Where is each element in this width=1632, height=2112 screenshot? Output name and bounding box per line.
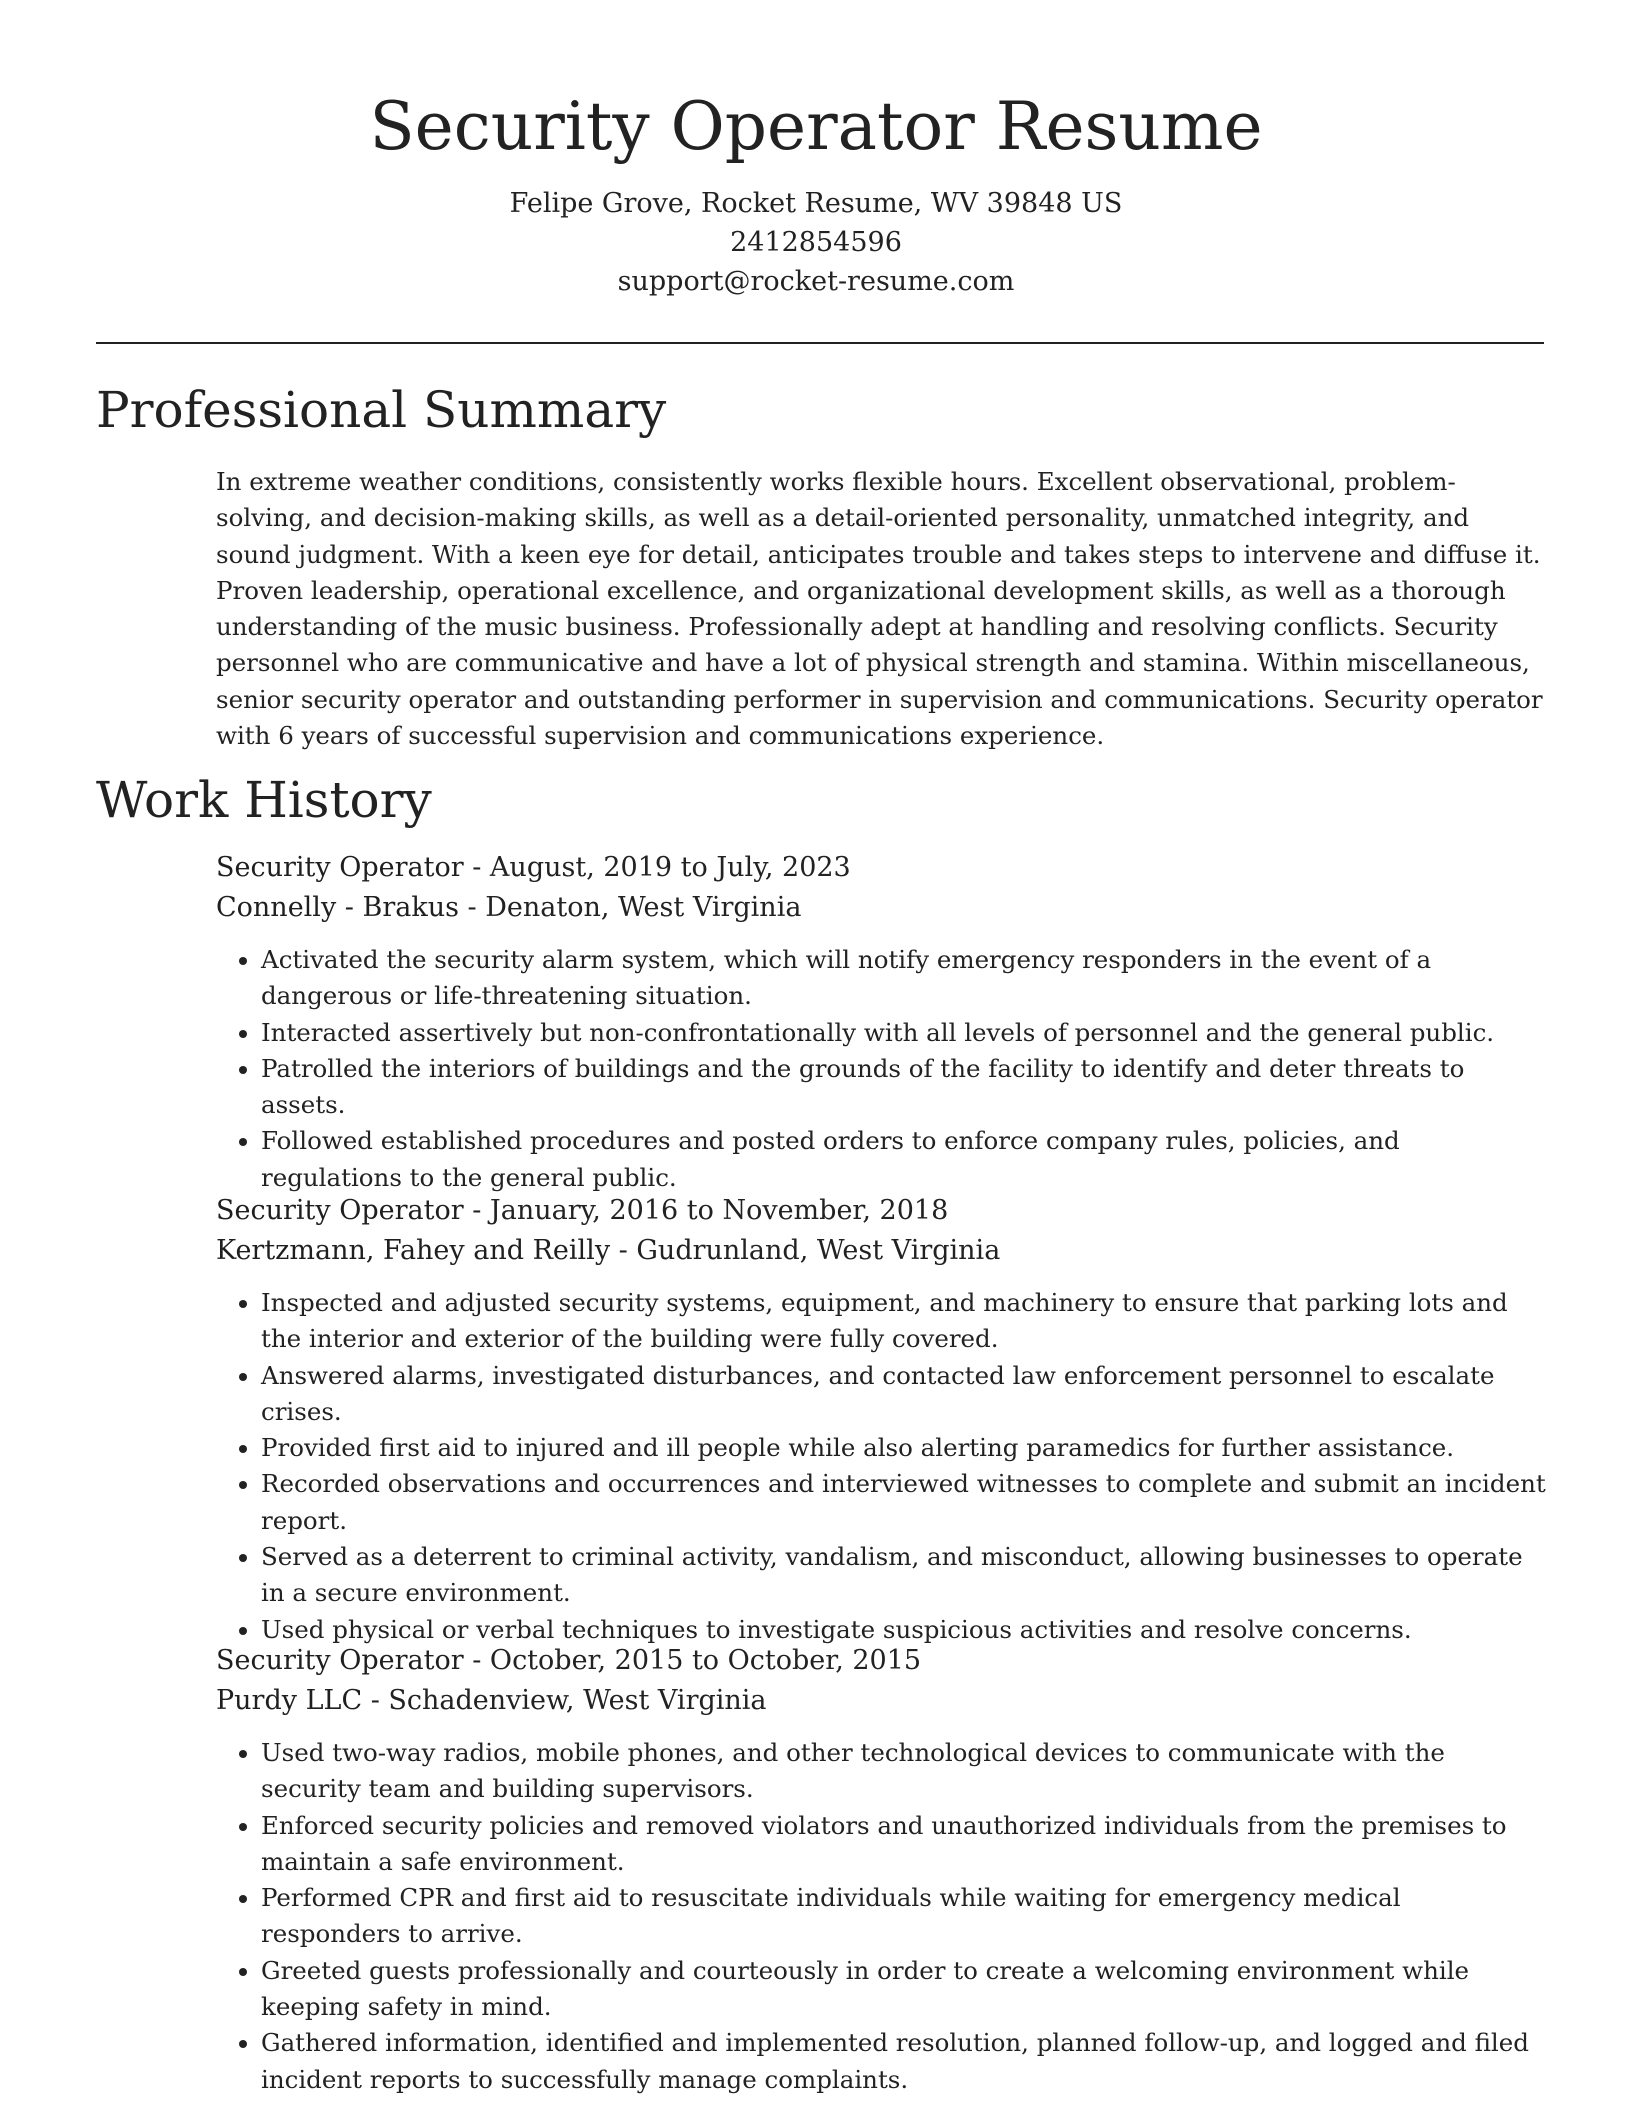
duty-item: • Interacted assertively but non-confrontationally with all levels of personnel and the general public. bbox=[261, 1015, 1546, 1051]
job-company: Kertzmann, Fahey and Reilly bbox=[216, 1235, 611, 1266]
duty-item: • Followed established procedures and posted orders to enforce company rules, policies, and regulations to the general public. bbox=[261, 1123, 1546, 1196]
duty-item: • Activated the security alarm system, which will notify emergency responders in the event of a dangerous or life-threatening situation. bbox=[261, 942, 1546, 1015]
duty-item: • Provided first aid to injured and ill people while also alerting paramedics for further assistance. bbox=[261, 1430, 1546, 1466]
summary-text: In extreme weather conditions, consistently works flexible hours. Excellent observational, problem-solving, and decision-making skills, as well as a detail-oriented personality, unmatched integrity, and sound judgment. With a keen eye for detail, anticipates trouble and takes steps to intervene and diffuse it. Proven leadership, operational excellence, and organizational development skills, as well as a thorough understanding of the music business. Professionally adept at handling and resolving conflicts. Security personnel who are communicative and have a lot of physical strength and stamina. Within miscellaneous, senior security operator and outstanding performer in supervision and communications. Security operator with 6 years of successful supervision and communications experience. bbox=[216, 467, 1543, 751]
duty-item: • Gathered information, identified and implemented resolution, planned follow-up, and logged and filed incident reports to successfully manage complaints. bbox=[261, 2025, 1546, 2098]
duty-item: • Enforced security policies and removed violators and unauthorized individuals from the premises to maintain a safe environment. bbox=[261, 1808, 1546, 1881]
contact-phone: 2412854596 bbox=[730, 227, 902, 258]
summary-heading: Professional Summary bbox=[96, 381, 667, 439]
contact-email: support@rocket-resume.com bbox=[617, 266, 1015, 297]
duty-item: • Recorded observations and occurrences and interviewed witnesses to complete and submit an incident report. bbox=[261, 1466, 1546, 1539]
job-entry bbox=[216, 1641, 1546, 2098]
header-divider bbox=[96, 342, 1544, 344]
duty-item: • Performed CPR and first aid to resuscitate individuals while waiting for emergency medical responders to arrive. bbox=[261, 1880, 1546, 1953]
duty-list bbox=[216, 1735, 1546, 2098]
page-title: Security Operator Resume bbox=[369, 88, 1263, 165]
job-location: - Schadenview, West Virginia bbox=[362, 1685, 767, 1716]
job-title: Security Operator bbox=[216, 1645, 464, 1676]
job-dates: - January, 2016 to November, 2018 bbox=[463, 1195, 949, 1226]
job-company: Connelly - Brakus bbox=[216, 892, 459, 923]
duty-list bbox=[216, 942, 1546, 1196]
job-title-line bbox=[216, 1641, 1546, 1681]
job-dates: - October, 2015 to October, 2015 bbox=[463, 1645, 922, 1676]
job-title-line bbox=[216, 848, 1546, 888]
job-title: Security Operator bbox=[216, 852, 464, 883]
job-title-line bbox=[216, 1191, 1546, 1231]
job-title: Security Operator bbox=[216, 1195, 464, 1226]
job-location: - Denaton, West Virginia bbox=[458, 892, 802, 923]
job-entry bbox=[216, 1191, 1546, 1648]
duty-item: • Used physical or verbal techniques to investigate suspicious activities and resolve concerns. bbox=[261, 1612, 1546, 1648]
job-company-line bbox=[216, 1231, 1546, 1271]
resume-header bbox=[0, 84, 1632, 301]
job-location: - Gudrunland, West Virginia bbox=[610, 1235, 1001, 1266]
duty-list bbox=[216, 1285, 1546, 1648]
contact-block bbox=[0, 184, 1632, 301]
duty-item: • Used two-way radios, mobile phones, and other technological devices to communicate with the security team and building supervisors. bbox=[261, 1735, 1546, 1808]
duty-item: • Served as a deterrent to criminal activity, vandalism, and misconduct, allowing businesses to operate in a secure environment. bbox=[261, 1539, 1546, 1612]
duty-item: • Patrolled the interiors of buildings and the grounds of the facility to identify and deter threats to assets. bbox=[261, 1051, 1546, 1124]
job-entry bbox=[216, 848, 1546, 1196]
duty-item: • Inspected and adjusted security systems, equipment, and machinery to ensure that parking lots and the interior and exterior of the building were fully covered. bbox=[261, 1285, 1546, 1358]
work-history-heading: Work History bbox=[96, 771, 432, 829]
duty-item: • Greeted guests professionally and courteously in order to create a welcoming environment while keeping safety in mind. bbox=[261, 1953, 1546, 2026]
job-dates: - August, 2019 to July, 2023 bbox=[463, 852, 851, 883]
contact-address: Felipe Grove, Rocket Resume, WV 39848 US bbox=[509, 188, 1123, 219]
duty-item: • Answered alarms, investigated disturbances, and contacted law enforcement personnel to escalate crises. bbox=[261, 1358, 1546, 1431]
job-company-line bbox=[216, 1681, 1546, 1721]
job-company-line bbox=[216, 888, 1546, 928]
job-company: Purdy LLC bbox=[216, 1685, 363, 1716]
